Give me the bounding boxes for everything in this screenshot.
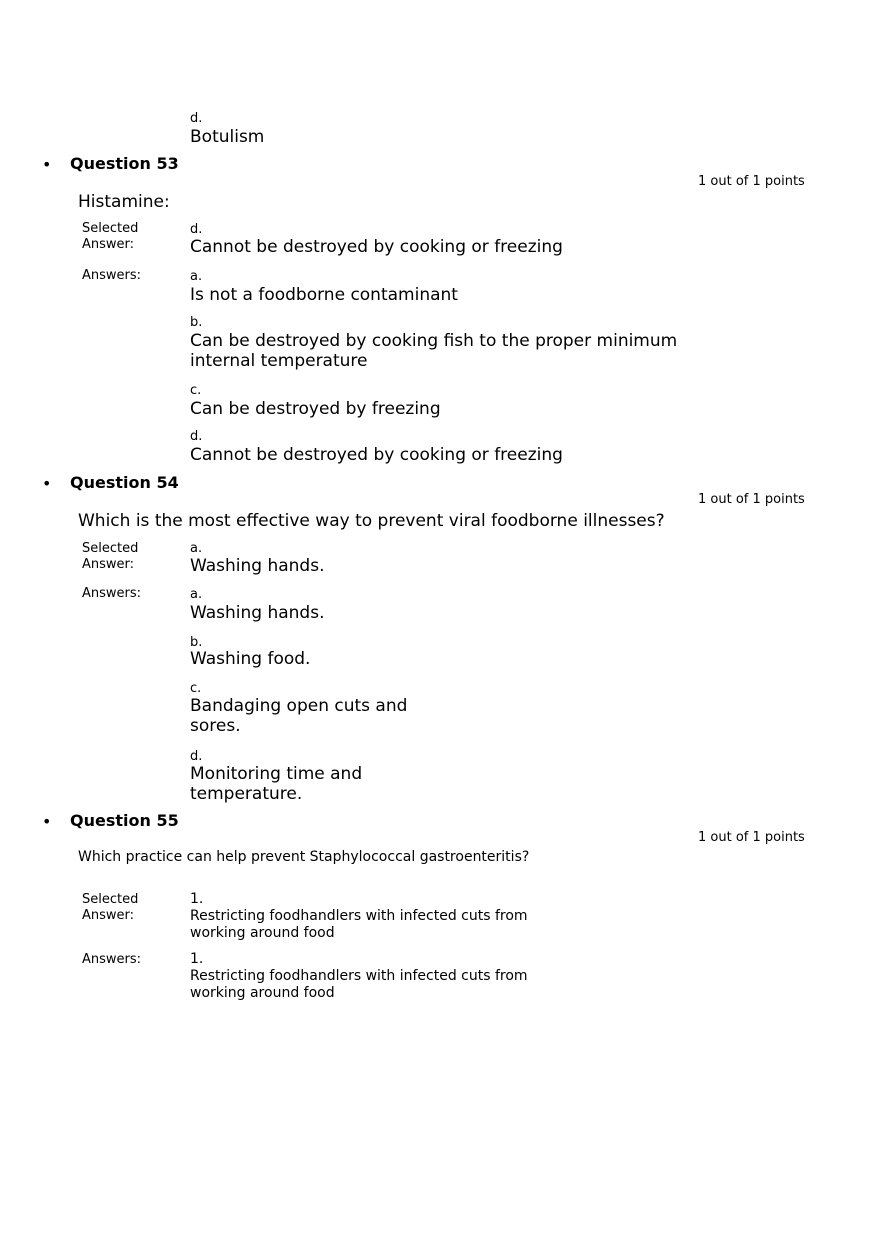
answer-text: sores. [190,716,241,736]
question-text: Which practice can help prevent Staphylococcal gastroenteritis? [78,849,530,865]
selected-letter: a. [190,541,203,556]
question-title: Question 55 [70,811,179,830]
answer-text: Cannot be destroyed by cooking or freezing [190,445,563,465]
answer-text: Is not a foodborne contaminant [190,285,458,305]
answer-text: Botulism [190,127,265,147]
answer-text: Washing hands. [190,603,325,623]
selected-answer-text: working around food [190,925,335,941]
answer-letter: a. [190,587,203,602]
answer-letter: a. [190,269,203,284]
answer-text: Can be destroyed by freezing [190,399,441,419]
bullet: • [42,155,52,174]
answer-letter: 1. [190,951,204,967]
answer-text: internal temperature [190,351,368,371]
points-label: 1 out of 1 points [698,830,805,845]
answer-letter: c. [190,681,202,696]
points-label: 1 out of 1 points [698,174,805,189]
answer-text: working around food [190,985,335,1001]
selected-answer-label: Selected Answer: [82,541,139,572]
answer-text: Monitoring time and [190,764,363,784]
question-title: Question 54 [70,473,179,492]
answer-text: Washing food. [190,649,311,669]
selected-answer-text: Washing hands. [190,556,325,576]
answer-text: Restricting foodhandlers with infected cuts from [190,968,528,984]
answer-text: temperature. [190,784,303,804]
answers-label: Answers: [82,586,142,601]
question-text: Which is the most effective way to prevent viral foodborne illnesses? [78,511,665,531]
selected-answer-text: Restricting foodhandlers with infected cuts from [190,908,528,924]
answers-label: Answers: [82,268,142,283]
answer-letter: b. [190,315,203,330]
answer-text: Bandaging open cuts and [190,696,408,716]
question-title: Question 53 [70,154,179,173]
points-label: 1 out of 1 points [698,492,805,507]
selected-answer-label: Selected Answer: [82,892,139,923]
answer-letter: b. [190,635,203,650]
answer-letter: d. [190,749,203,764]
answer-letter: d. [190,111,203,126]
bullet: • [42,812,52,831]
question-text: Histamine: [78,192,170,212]
selected-answer-text: Cannot be destroyed by cooking or freezing [190,237,563,257]
selected-letter: d. [190,222,203,237]
bullet: • [42,474,52,493]
answers-label: Answers: [82,952,142,967]
selected-letter: 1. [190,891,204,907]
answer-text: Can be destroyed by cooking fish to the proper minimum [190,331,678,351]
answer-letter: d. [190,429,203,444]
selected-answer-label: Selected Answer: [82,221,139,252]
answer-letter: c. [190,383,202,398]
